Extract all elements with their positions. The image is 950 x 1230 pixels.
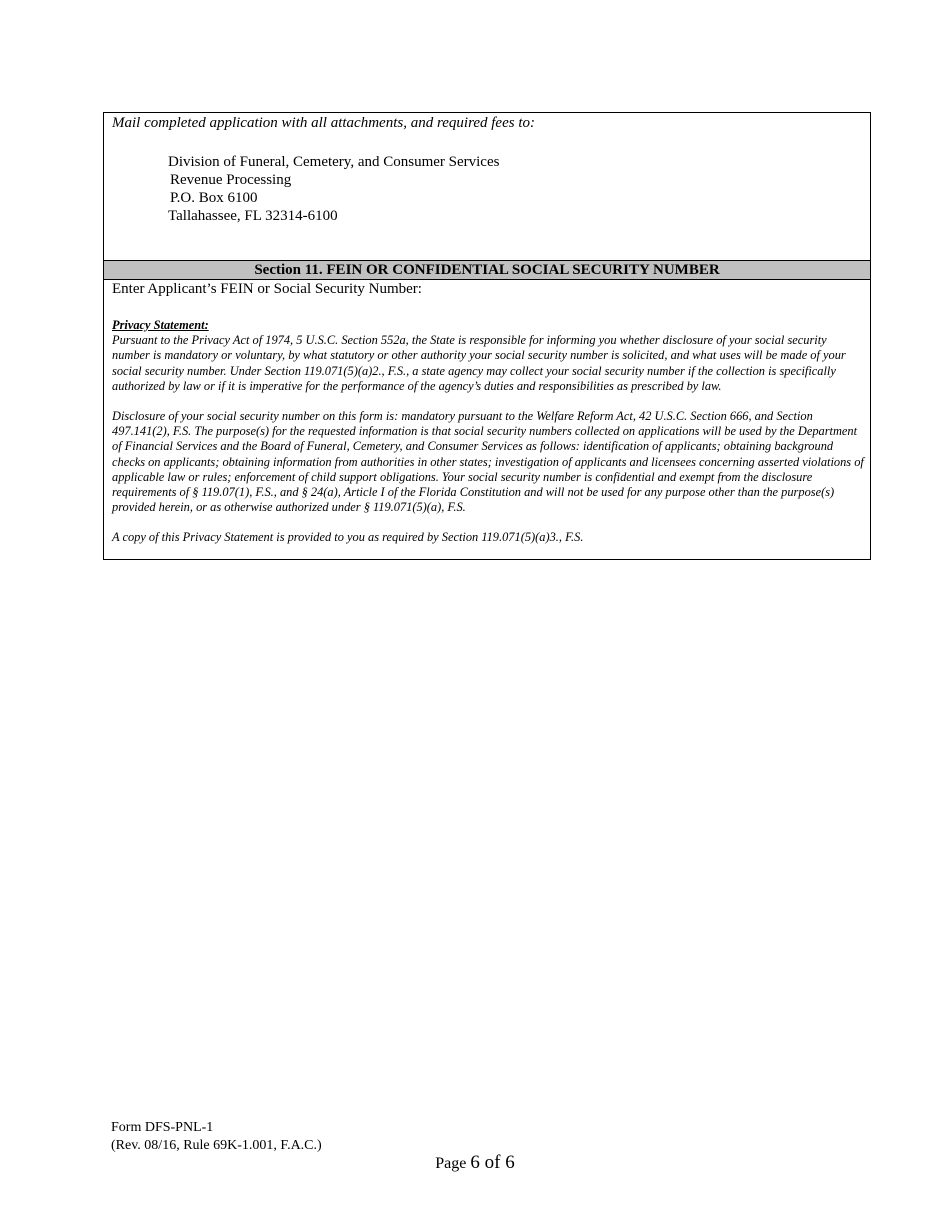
page-prefix: Page xyxy=(435,1155,471,1172)
form-id: Form DFS-PNL-1 xyxy=(111,1120,214,1135)
mail-instructions: Mail completed application with all attachments, and required fees to: xyxy=(112,115,535,131)
fein-ssn-prompt: Enter Applicant’s FEIN or Social Security Number: xyxy=(112,281,422,297)
privacy-paragraph-1: Pursuant to the Privacy Act of 1974, 5 U.S.C. Section 552a, the State is responsible for informing you whether disclosure of your social security number is mandatory or voluntary, by what statutory or other authority your social security number is solicited, and what uses will be made of your social security number. Under Section 119.071(5)(a)2., F.S., a state agency may collect your social security number if the collection is specifically authorized by law or if it is imperative for the performance of the agency’s duties and responsibilities as prescribed by law. xyxy=(112,333,846,393)
privacy-statement-title: Privacy Statement: xyxy=(112,318,209,332)
page-current: 6 xyxy=(470,1152,480,1173)
page-total: 6 xyxy=(505,1152,515,1173)
page-of: of xyxy=(479,1152,506,1173)
page-number xyxy=(0,1152,950,1175)
privacy-paragraph-2: Disclosure of your social security number on this form is: mandatory pursuant to the Welfare Reform Act, 42 U.S.C. Section 666, and Section 497.141(2), F.S. The purpose(s) for the requested information is that social security numbers collected on applications will be used by the Department of Financial Services and the Board of Funeral, Cemetery, and Consumer Services as follows: identification of applicants; obtaining background checks on applicants; obtaining information from authorities in other states; investigation of applicants and licensees concerning asserted violations of applicable law or rules; enforcement of child support obligations. Your social security number is confidential and exempt from the disclosure requirements of § 119.07(1), F.S., and § 24(a), Article I of the Florida Constitution and will not be used for any purpose other than the purpose(s) provided herein, or as otherwise authorized under § 119.071(5)(a), F.S. xyxy=(112,409,864,515)
address-line-revenue: Revenue Processing xyxy=(170,172,292,188)
address-line-division: Division of Funeral, Cemetery, and Consumer Services xyxy=(168,154,500,170)
mailing-address xyxy=(168,153,499,225)
address-line-po-box: P.O. Box 6100 xyxy=(170,190,258,206)
privacy-statement xyxy=(112,318,864,546)
form-revision: (Rev. 08/16, Rule 69K-1.001, F.A.C.) xyxy=(111,1138,322,1153)
application-form-box xyxy=(103,112,871,560)
form-footer xyxy=(111,1119,322,1155)
privacy-paragraph-3: A copy of this Privacy Statement is provided to you as required by Section 119.071(5)(a)3., F.S. xyxy=(112,530,584,545)
section-11-header: Section 11. FEIN OR CONFIDENTIAL SOCIAL SECURITY NUMBER xyxy=(104,260,870,280)
address-line-city: Tallahassee, FL 32314-6100 xyxy=(168,208,338,224)
